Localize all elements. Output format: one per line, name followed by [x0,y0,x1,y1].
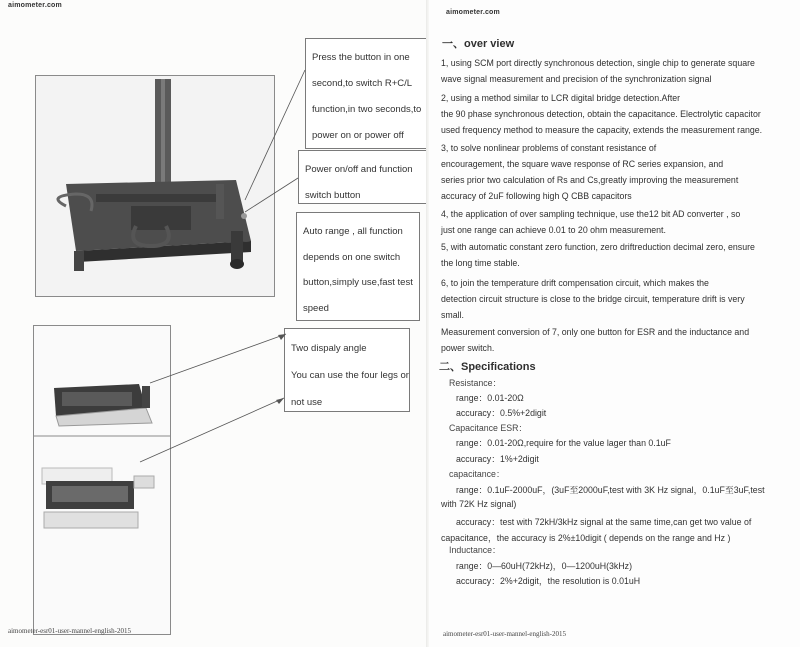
callout-auto-range [296,212,420,321]
callout-line: Two dispaly angle [291,343,367,354]
display-angle-illustration [34,326,170,634]
page-header: aimometer.com [446,9,500,16]
spec-resistance-accuracy: accuracy：0.5%+2digit [456,408,547,418]
callout-line: switch button [305,190,361,201]
callout-line: speed [303,302,329,314]
overview-item-7 [441,324,793,356]
paragraph-line: just one range can achieve 0.01 to 20 ohm measurement. [441,225,666,235]
overview-item-5 [441,239,793,271]
spec-inductance-label: Inductance： [449,545,501,555]
callout-line: depends on one switch [303,251,401,263]
callout-line: Auto range , all function [303,226,403,237]
callout-display-angle [284,328,410,412]
paragraph-line: used frequency method to measure the capacity, extends the measurement range. [441,125,763,135]
paragraph-line: the long time stable. [441,258,520,268]
page-footer: aimometer-esr01-user-mannel-english-2015 [8,627,131,635]
page-header: aimometer.com [8,2,62,9]
paragraph-line: accuracy of 2uF following high Q CBB capacitors [441,191,632,201]
spec-capacitance-label: capacitance： [449,469,505,479]
overview-item-4 [441,206,793,238]
page-footer: aimometer-esr01-user-mannel-english-2015 [443,630,566,638]
spec-resistance-range: range：0.01-20Ω [456,393,524,403]
specifications-heading: 二、Specifications [439,361,536,373]
spec-capacitance-range-cont: with 72K Hz signal) [441,499,517,509]
paragraph-line: 5, with automatic constant zero function, zero driftreduction decimal zero, ensure [441,242,755,252]
callout-line: button,simply use,fast test [303,277,413,288]
paragraph-line: series prior two calculation of Rs and Cs,greatly improving the measurement [441,175,739,185]
paragraph-line: 1, using SCM port directly synchronous detection, single chip to generate square [441,58,755,68]
callout-line: Power on/off and function [305,164,413,175]
callout-press-button [305,38,428,149]
paragraph-line: wave signal measurement and precision of the synchronization signal [441,74,712,84]
callout-line: second,to switch R+C/L [312,78,413,89]
spec-capacitance-accuracy-cont: capacitance，the accuracy is 2%±10digit ( depends on the range and Hz ) [441,533,731,543]
paragraph-line: detection circuit structure is close to the bridge circuit, temperature drift is very [441,294,745,304]
paragraph-line: the 90 phase synchronous detection, obtain the capacitance. Electrolytic capacitor [441,109,761,119]
paragraph-line: 6, to join the temperature drift compensation circuit, which makes the [441,278,709,288]
overview-heading: 一、over view [442,38,515,50]
spec-esr-label: Capacitance ESR： [449,423,528,433]
spec-esr-range: range：0.01-20Ω,require for the value lager than 0.1uF [456,438,671,448]
callout-line: You can use the four legs or [291,370,409,381]
display-angle-photo [33,325,171,635]
spec-inductance-range: range：0—60uH(72kHz)，0—1200uH(3kHz) [456,561,633,571]
callout-line: not use [291,397,323,408]
spec-inductance-accuracy: accuracy：2%+2digit，the resolution is 0.01uH [456,576,641,586]
paragraph-line: 3, to solve nonlinear problems of constant resistance of [441,143,657,153]
esr-meter-illustration [36,76,274,296]
overview-item-3 [441,140,793,204]
overview-item-6 [441,275,793,323]
paragraph-line: 4, the application of over sampling technique, use the12 bit AD converter , so [441,209,741,219]
overview-item-2 [441,90,793,138]
overview-item-1 [441,55,793,87]
paragraph-line: power switch. [441,343,495,353]
esr-meter-top-photo [35,75,275,297]
paragraph-line: small. [441,310,464,320]
paragraph-line: encouragement, the square wave response of RC series expansion, and [441,159,724,169]
callout-line: Press the button in one [312,52,410,63]
callout-line: power on or power off [312,130,404,141]
spec-capacitance-accuracy: accuracy：test with 72kH/3kHz signal at the same time,can get two value of [456,517,752,527]
spec-resistance-label: Resistance： [449,378,502,388]
callout-power-button [298,150,428,204]
spec-capacitance-range: range：0.1uF-2000uF，(3uF至2000uF,test with 3K Hz signal，0.1uF至3uF,test [456,485,765,495]
paragraph-line: 2, using a method similar to LCR digital bridge detection.After [441,93,681,103]
paragraph-line: Measurement conversion of 7, only one button for ESR and the inductance and [441,327,750,337]
spec-esr-accuracy: accuracy：1%+2digit [456,454,539,464]
callout-line: function,in two seconds,to [312,104,422,115]
